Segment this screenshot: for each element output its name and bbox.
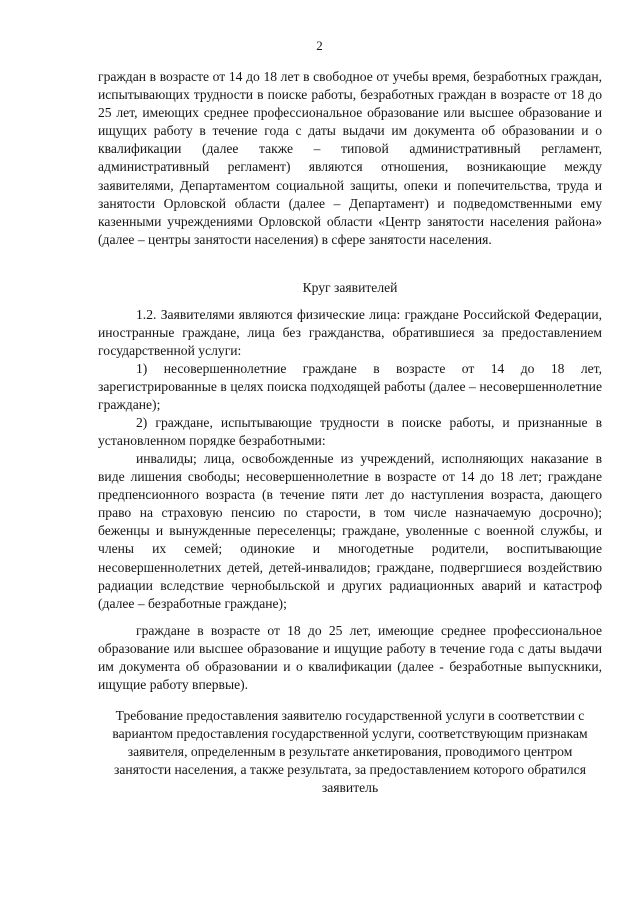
list-item-3: граждане в возрасте от 18 до 25 лет, имеющие среднее профессиональное образование или высшее образование и ищущие работу в течение года с даты выдачи им документа об образовании и о квалификации (далее - безработные выпускники, ищущие работу впервые). — [98, 623, 602, 693]
list-item-2-details: инвалиды; лица, освобожденные из учреждений, исполняющих наказание в виде лишения свободы; несовершеннолетние в возрасте от 14 до 18 лет; граждане предпенсионного возраста (в течение пяти лет до наступления возраста, дающего право на страховую пенсию по старости, в том числе назначаемую досрочно); беженцы и вынужденные переселенцы; граждане, уволенные с военной службы, и члены их семей; одинокие и многодетные родители, воспитывающие несовершеннолетних детей, детей-инвалидов; граждане, подвергшиеся воздействию радиации вследствие чернобыльской и других радиационных аварий и катастроф (далее – безработные граждане); — [98, 451, 602, 611]
intro-paragraph: граждан в возрасте от 14 до 18 лет в свободное от учебы время, безработных граждан, испытывающих трудности в поиске работы, безработных граждан в возрасте от 18 до 25 лет, имеющих среднее профессиональное образование или высшее образование и ищущих работу в течение года с даты выдачи им документа об образовании и о квалификации (далее также – типовой административный регламент, административный регламент) являются отношения, возникающие между заявителями, Департаментом социальной защиты, опеки и попечительства, труда и занятости Орловской области (далее – Департамент) и подведомственными ему казенными учреждениями Орловской области «Центр занятости населения района» (далее – центры занятости населения) в сфере занятости населения. — [98, 69, 602, 247]
paragraph-1-2: 1.2. Заявителями являются физические лица: граждане Российской Федерации, иностранные граждане, лица без гражданства, обратившиеся за предоставлением государственной услуги: — [98, 307, 602, 359]
list-item-2: 2) граждане, испытывающие трудности в поиске работы, и признанные в установленном порядке безработными: — [98, 415, 602, 449]
page-number: 2 — [316, 38, 323, 53]
section-heading-applicants: Круг заявителей — [302, 280, 398, 295]
section-heading-requirement: Требование предоставления заявителю государственной услуги в соответствии с вариантом предоставления государственной услуги, соответствующим признакам заявителя, определенным в результате анкетирования, проводимого центром занятости населения, а также результата, за предоставлением которого обратился заявитель — [112, 708, 588, 796]
list-item-1: 1) несовершеннолетние граждане в возрасте от 14 до 18 лет, зарегистрированные в целях поиска подходящей работы (далее – несовершеннолетние граждане); — [98, 361, 602, 413]
